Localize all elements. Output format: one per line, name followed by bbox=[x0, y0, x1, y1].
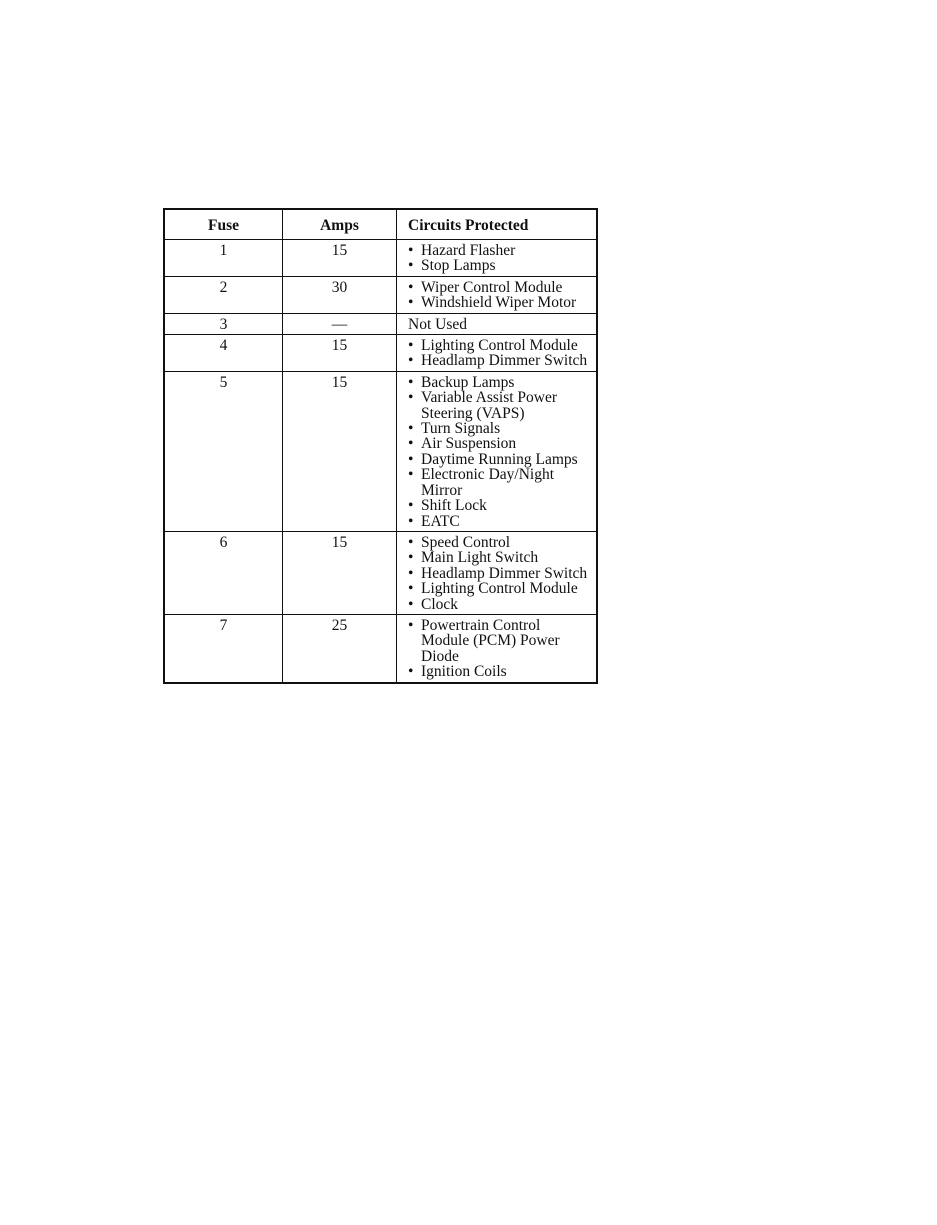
table-header bbox=[164, 209, 597, 240]
table-row bbox=[164, 371, 597, 531]
circuits-list bbox=[408, 375, 592, 529]
header-amps: Amps bbox=[283, 209, 397, 240]
circuit-item: • Daytime Running Lamps bbox=[408, 452, 592, 467]
circuit-item: • Lighting Control Module bbox=[408, 581, 592, 596]
circuits-list bbox=[408, 618, 592, 680]
circuits-list bbox=[408, 280, 592, 311]
table-row bbox=[164, 276, 597, 313]
fuse-number: 6 bbox=[164, 531, 283, 614]
circuit-item: • Powertrain Control Module (PCM) Power Diode bbox=[408, 618, 592, 664]
circuits-cell bbox=[397, 371, 598, 531]
fuse-amps: 15 bbox=[283, 531, 397, 614]
header-fuse: Fuse bbox=[164, 209, 283, 240]
circuits-list bbox=[408, 243, 592, 274]
table-row bbox=[164, 313, 597, 334]
table-row bbox=[164, 335, 597, 372]
fuse-number: 4 bbox=[164, 335, 283, 372]
fuse-table bbox=[163, 208, 598, 684]
fuse-number: 2 bbox=[164, 276, 283, 313]
circuit-item: • Main Light Switch bbox=[408, 550, 592, 565]
circuit-item: • Ignition Coils bbox=[408, 664, 592, 679]
circuit-item: • Speed Control bbox=[408, 535, 592, 550]
circuit-item: • Headlamp Dimmer Switch bbox=[408, 353, 592, 368]
circuit-item: • Lighting Control Module bbox=[408, 338, 592, 353]
circuit-item: • Stop Lamps bbox=[408, 258, 592, 273]
circuits-cell bbox=[397, 335, 598, 372]
fuse-amps: 15 bbox=[283, 240, 397, 277]
table-row bbox=[164, 531, 597, 614]
table-body bbox=[164, 240, 597, 683]
circuit-item: • Windshield Wiper Motor bbox=[408, 295, 592, 310]
circuits-cell bbox=[397, 614, 598, 682]
circuits-cell bbox=[397, 313, 598, 334]
fuse-number: 3 bbox=[164, 313, 283, 334]
circuits-list bbox=[408, 535, 592, 612]
fuse-amps: — bbox=[283, 313, 397, 334]
fuse-amps: 30 bbox=[283, 276, 397, 313]
circuit-item: • EATC bbox=[408, 514, 592, 529]
not-used-note: Not Used bbox=[408, 315, 467, 333]
header-circuits-protected: Circuits Protected bbox=[397, 209, 598, 240]
table-row bbox=[164, 614, 597, 682]
circuit-item: • Clock bbox=[408, 597, 592, 612]
circuits-cell bbox=[397, 276, 598, 313]
fuse-number: 1 bbox=[164, 240, 283, 277]
circuits-list bbox=[408, 338, 592, 369]
circuit-item: • Electronic Day/Night Mirror bbox=[408, 467, 592, 498]
fuse-number: 5 bbox=[164, 371, 283, 531]
table-row bbox=[164, 240, 597, 277]
circuit-item: • Air Suspension bbox=[408, 436, 592, 451]
circuit-item: • Turn Signals bbox=[408, 421, 592, 436]
circuit-item: • Shift Lock bbox=[408, 498, 592, 513]
circuit-item: • Backup Lamps bbox=[408, 375, 592, 390]
circuit-item: • Variable Assist Power Steering (VAPS) bbox=[408, 390, 592, 421]
circuits-cell bbox=[397, 240, 598, 277]
fuse-amps: 15 bbox=[283, 371, 397, 531]
fuse-amps: 25 bbox=[283, 614, 397, 682]
circuits-cell bbox=[397, 531, 598, 614]
circuit-item: • Headlamp Dimmer Switch bbox=[408, 566, 592, 581]
fuse-number: 7 bbox=[164, 614, 283, 682]
circuit-item: • Wiper Control Module bbox=[408, 280, 592, 295]
circuit-item: • Hazard Flasher bbox=[408, 243, 592, 258]
fuse-amps: 15 bbox=[283, 335, 397, 372]
header-row bbox=[164, 209, 597, 240]
